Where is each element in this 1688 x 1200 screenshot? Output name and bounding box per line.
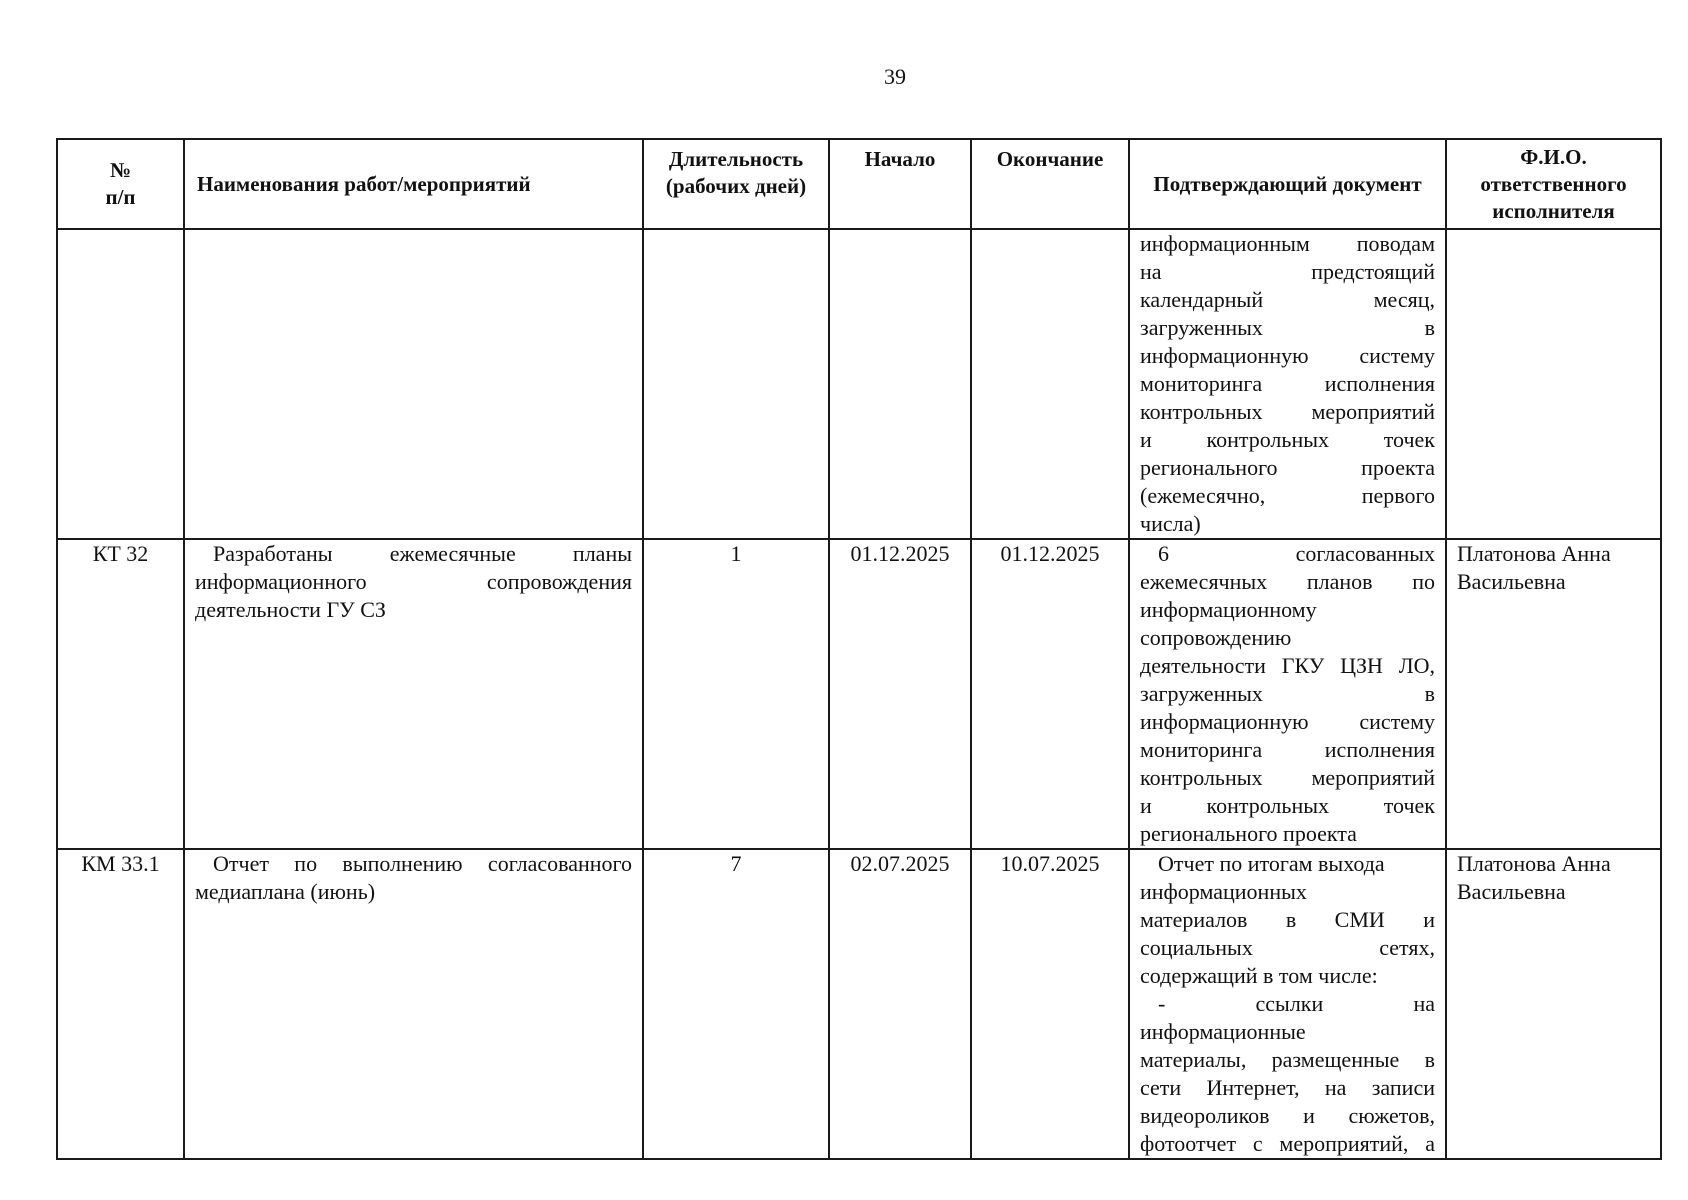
- row-start: [829, 229, 971, 539]
- row-num: КТ 32: [57, 539, 184, 849]
- row-document: [1129, 229, 1446, 539]
- row-responsible: [1446, 229, 1661, 539]
- header-start: Начало: [829, 139, 971, 229]
- row-num: КМ 33.1: [57, 849, 184, 1159]
- document-line: загруженных в: [1140, 315, 1435, 340]
- table-row: [57, 229, 1661, 539]
- document-line: и контрольных точек: [1140, 427, 1435, 452]
- document-line: Отчет по итогам выхода: [1158, 851, 1385, 876]
- row-name: [184, 539, 643, 849]
- document-line: на предстоящий: [1140, 259, 1435, 284]
- row-num: [57, 229, 184, 539]
- header-num: № п/п: [57, 139, 184, 229]
- row-end: 01.12.2025: [971, 539, 1129, 849]
- row-name: [184, 229, 643, 539]
- row-start: 01.12.2025: [829, 539, 971, 849]
- responsible-line: Васильевна: [1457, 879, 1566, 904]
- document-line: информационным поводам: [1140, 231, 1435, 256]
- row-end: 10.07.2025: [971, 849, 1129, 1159]
- row-document: [1129, 539, 1446, 849]
- document-line: загруженных в: [1140, 681, 1435, 706]
- responsible-line: Платонова Анна: [1457, 851, 1611, 876]
- row-duration: 1: [643, 539, 829, 849]
- document-line: 6 согласованных: [1158, 541, 1435, 566]
- document-line: информационных: [1140, 879, 1307, 904]
- table-header-row: [57, 139, 1661, 229]
- document-line: регионального проекта: [1140, 821, 1357, 846]
- document-line: видеороликов и сюжетов,: [1140, 1103, 1435, 1128]
- name-line: Отчет по выполнению согласованного: [213, 851, 632, 876]
- row-start: 02.07.2025: [829, 849, 971, 1159]
- document-line: деятельности ГКУ ЦЗН ЛО,: [1140, 653, 1435, 678]
- name-line: информационного сопровождения: [195, 569, 632, 594]
- document-line: контрольных мероприятий: [1140, 399, 1435, 424]
- row-responsible: [1446, 849, 1661, 1159]
- name-line: медиаплана (июнь): [195, 879, 376, 904]
- document-line: информационному: [1140, 597, 1317, 622]
- row-name: [184, 849, 643, 1159]
- document-line: материалов в СМИ и: [1140, 907, 1435, 932]
- row-responsible: [1446, 539, 1661, 849]
- header-end: Окончание: [971, 139, 1129, 229]
- document-line: сопровождению: [1140, 625, 1292, 650]
- document-line: календарный месяц,: [1140, 287, 1435, 312]
- document-line: социальных сетях,: [1140, 935, 1435, 960]
- name-line: деятельности ГУ СЗ: [195, 597, 386, 622]
- document-line: фотоотчет с мероприятий, а: [1140, 1131, 1435, 1156]
- document-line: мониторинга исполнения: [1140, 737, 1435, 762]
- document-line: сети Интернет, на записи: [1140, 1075, 1435, 1100]
- document-line: материалы, размещенные в: [1140, 1047, 1435, 1072]
- document-line: информационные: [1140, 1019, 1306, 1044]
- table-row: [57, 539, 1661, 849]
- header-document: Подтверждающий документ: [1129, 139, 1446, 229]
- document-line: числа): [1140, 511, 1201, 536]
- document-line: и контрольных точек: [1140, 793, 1435, 818]
- document-line: (ежемесячно, первого: [1140, 483, 1435, 508]
- responsible-line: Платонова Анна: [1457, 541, 1611, 566]
- responsible-line: Васильевна: [1457, 569, 1566, 594]
- row-end: [971, 229, 1129, 539]
- document-line: контрольных мероприятий: [1140, 765, 1435, 790]
- header-responsible: Ф.И.О. ответственного исполнителя: [1446, 139, 1661, 229]
- document-line: информационную систему: [1140, 343, 1435, 368]
- header-name: Наименования работ/мероприятий: [184, 139, 643, 229]
- document-line: ежемесячных планов по: [1140, 569, 1435, 594]
- document-line: информационную систему: [1140, 709, 1435, 734]
- row-document: [1129, 849, 1446, 1159]
- page-number: 39: [884, 64, 906, 89]
- document-line: мониторинга исполнения: [1140, 371, 1435, 396]
- document-line: содержащий в том числе:: [1140, 963, 1378, 988]
- row-duration: [643, 229, 829, 539]
- name-line: Разработаны ежемесячные планы: [213, 541, 632, 566]
- row-duration: 7: [643, 849, 829, 1159]
- document-line: - ссылки на: [1158, 991, 1435, 1016]
- document-line: регионального проекта: [1140, 455, 1435, 480]
- table-row: [57, 849, 1661, 1159]
- header-duration: Длительность (рабочих дней): [643, 139, 829, 229]
- work-plan-table: [56, 138, 1662, 1160]
